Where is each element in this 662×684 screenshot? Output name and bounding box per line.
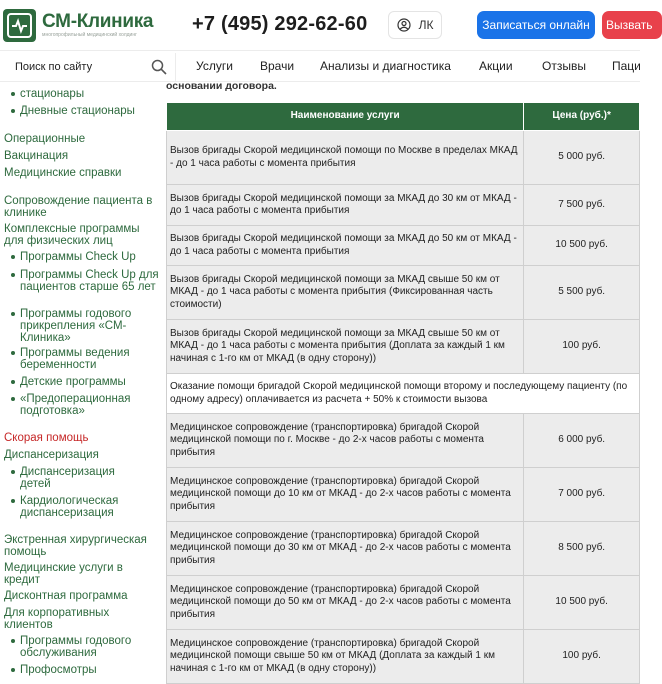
nav-analyses[interactable]: Анализы и диагностика <box>320 59 451 73</box>
logo[interactable] <box>3 5 175 45</box>
table-row <box>167 185 640 226</box>
sidebar-item-children[interactable]: Детские программы <box>10 376 126 388</box>
service-name: Вызов бригады Скорой медицинской помощи по Москве в пределах МКАД - до 1 часа работы с момента прибытия <box>167 131 524 185</box>
sidebar-item-ambulance[interactable]: Скорая помощь <box>4 432 89 444</box>
call-doctor-button[interactable]: Вызвать <box>602 11 662 39</box>
sidebar-item-cardio-dispensary[interactable]: Кардиологическая диспансеризация <box>10 495 140 519</box>
service-price: 8 500 руб. <box>524 522 640 576</box>
sidebar-item-patient-support[interactable]: Сопровождение пациента в клинике <box>4 195 153 219</box>
main-navigation <box>0 50 640 82</box>
sidebar-item-checkup-65[interactable]: Программы Check Up для пациентов старше 65 лет <box>10 269 160 293</box>
nav-patients[interactable]: Паци <box>612 59 641 73</box>
search-placeholder: Поиск по сайту <box>15 61 93 73</box>
service-name: Вызов бригады Скорой медицинской помощи за МКАД до 30 км от МКАД - до 1 часа работы с момента прибытия <box>167 185 524 226</box>
site-header <box>0 0 653 50</box>
column-header-service: Наименование услуги <box>167 103 524 131</box>
nav-promotions[interactable]: Акции <box>479 59 513 73</box>
intro-text: основании договора. <box>166 80 277 92</box>
service-price: 6 000 руб. <box>524 414 640 468</box>
table-row <box>167 576 640 630</box>
service-name: Медицинское сопровождение (транспортировка) бригадой Скорой медицинской помощи по г. Москве - до 2-х часов работы с момента прибытия <box>167 414 524 468</box>
service-name: Медицинское сопровождение (транспортировка) бригадой Скорой медицинской помощи до 10 км от МКАД - до 2-х часов работы с момента прибытия <box>167 468 524 522</box>
sidebar-item-hospitals-partial[interactable]: стационары <box>10 88 84 100</box>
service-price: 100 руб. <box>524 320 640 374</box>
sidebar-item-checkup[interactable]: Программы Check Up <box>10 251 136 263</box>
table-row <box>167 131 640 185</box>
sidebar-item-pregnancy[interactable]: Программы ведения беременности <box>10 347 140 371</box>
search-input[interactable] <box>0 53 176 81</box>
sidebar-item-dispensary-children[interactable]: Диспансеризация детей <box>10 466 130 490</box>
nav-doctors[interactable]: Врачи <box>260 59 295 73</box>
nav-services[interactable]: Услуги <box>196 59 233 73</box>
lk-label: ЛК <box>418 18 434 32</box>
table-row <box>167 414 640 468</box>
user-icon <box>397 18 411 32</box>
personal-account-button[interactable] <box>388 11 442 39</box>
sidebar-item-credit[interactable]: Медицинские услуги в кредит <box>4 562 123 586</box>
price-table <box>166 102 640 684</box>
phone-number[interactable]: +7 (495) 292-62-60 <box>192 13 368 35</box>
sidebar-item-certificates[interactable]: Медицинские справки <box>4 167 122 179</box>
sidebar-item-annual-programs[interactable]: Программы годового прикрепления «СМ-Клиника» <box>10 308 140 344</box>
service-price: 7 500 руб. <box>524 185 640 226</box>
service-name: Медицинское сопровождение (транспортировка) бригадой Скорой медицинской помощи до 30 км от МКАД - до 2-х часов работы с момента прибытия <box>167 522 524 576</box>
sidebar-item-preoperative[interactable]: «Предоперационная подготовка» <box>10 393 140 417</box>
logo-tagline: многопрофильный медицинский холдинг <box>42 31 137 38</box>
signup-online-button[interactable]: Записаться онлайн <box>477 11 595 39</box>
service-price: 5 500 руб. <box>524 266 640 320</box>
sidebar-item-day-hospitals[interactable]: Дневные стационары <box>10 105 135 117</box>
sidebar-item-annual-service[interactable]: Программы годового обслуживания <box>10 635 140 659</box>
table-row <box>167 522 640 576</box>
service-name: Вызов бригады Скорой медицинской помощи за МКАД свыше 50 км от МКАД - до 1 часа работы с момента прибытия (Фиксированная часть стоимости) <box>167 266 524 320</box>
table-row <box>167 226 640 266</box>
service-price: 5 000 руб. <box>524 131 640 185</box>
search-icon[interactable] <box>151 59 167 75</box>
service-name: Медицинское сопровождение (транспортировка) бригадой Скорой медицинской помощи свыше 50 км от МКАД (Доплата за каждый 1 км начиная с 1-го км от МКАД (в одну сторону)) <box>167 630 524 684</box>
sidebar-item-corporate[interactable]: Для корпоративных клиентов <box>4 607 110 631</box>
service-price: 100 руб. <box>524 630 640 684</box>
service-name: Вызов бригады Скорой медицинской помощи за МКАД свыше 50 км от МКАД - до 1 часа работы с момента прибытия (Доплата за каждый 1 км начиная с 1-го км от МКАД (в одну сторону)) <box>167 320 524 374</box>
column-header-price: Цена (руб.)* <box>524 103 640 131</box>
sidebar-item-dispensary[interactable]: Диспансеризация <box>4 449 99 461</box>
service-name: Медицинское сопровождение (транспортировка) бригадой Скорой медицинской помощи до 50 км от МКАД - до 2-х часов работы с момента прибытия <box>167 576 524 630</box>
table-row <box>167 374 640 414</box>
nav-reviews[interactable]: Отзывы <box>542 59 586 73</box>
service-note: Оказание помощи бригадой Скорой медицинской помощи второму и последующему пациенту (по одному адресу) оплачивается из расчета + 50% к стоимости вызова <box>167 374 640 414</box>
sidebar-menu <box>0 82 160 676</box>
table-row <box>167 630 640 684</box>
sidebar-item-operating-rooms[interactable]: Операционные <box>4 133 86 145</box>
service-price: 7 000 руб. <box>524 468 640 522</box>
logo-name: СМ-Клиника <box>42 10 154 32</box>
table-row <box>167 468 640 522</box>
service-name: Вызов бригады Скорой медицинской помощи за МКАД до 50 км от МКАД - до 1 часа работы с момента прибытия <box>167 226 524 266</box>
logo-icon <box>3 9 36 42</box>
table-row <box>167 320 640 374</box>
sidebar-item-discount[interactable]: Дисконтная программа <box>4 590 128 602</box>
sidebar-item-emergency-surgery[interactable]: Экстренная хирургическая помощь <box>4 534 147 558</box>
table-row <box>167 266 640 320</box>
sidebar-item-complex-programs[interactable]: Комплексные программы для физических лиц <box>4 223 140 247</box>
service-price: 10 500 руб. <box>524 576 640 630</box>
sidebar-item-vaccination[interactable]: Вакцинация <box>4 150 69 162</box>
service-price: 10 500 руб. <box>524 226 640 266</box>
main-content <box>166 80 640 674</box>
sidebar-item-checkups[interactable]: Профосмотры <box>10 664 97 676</box>
